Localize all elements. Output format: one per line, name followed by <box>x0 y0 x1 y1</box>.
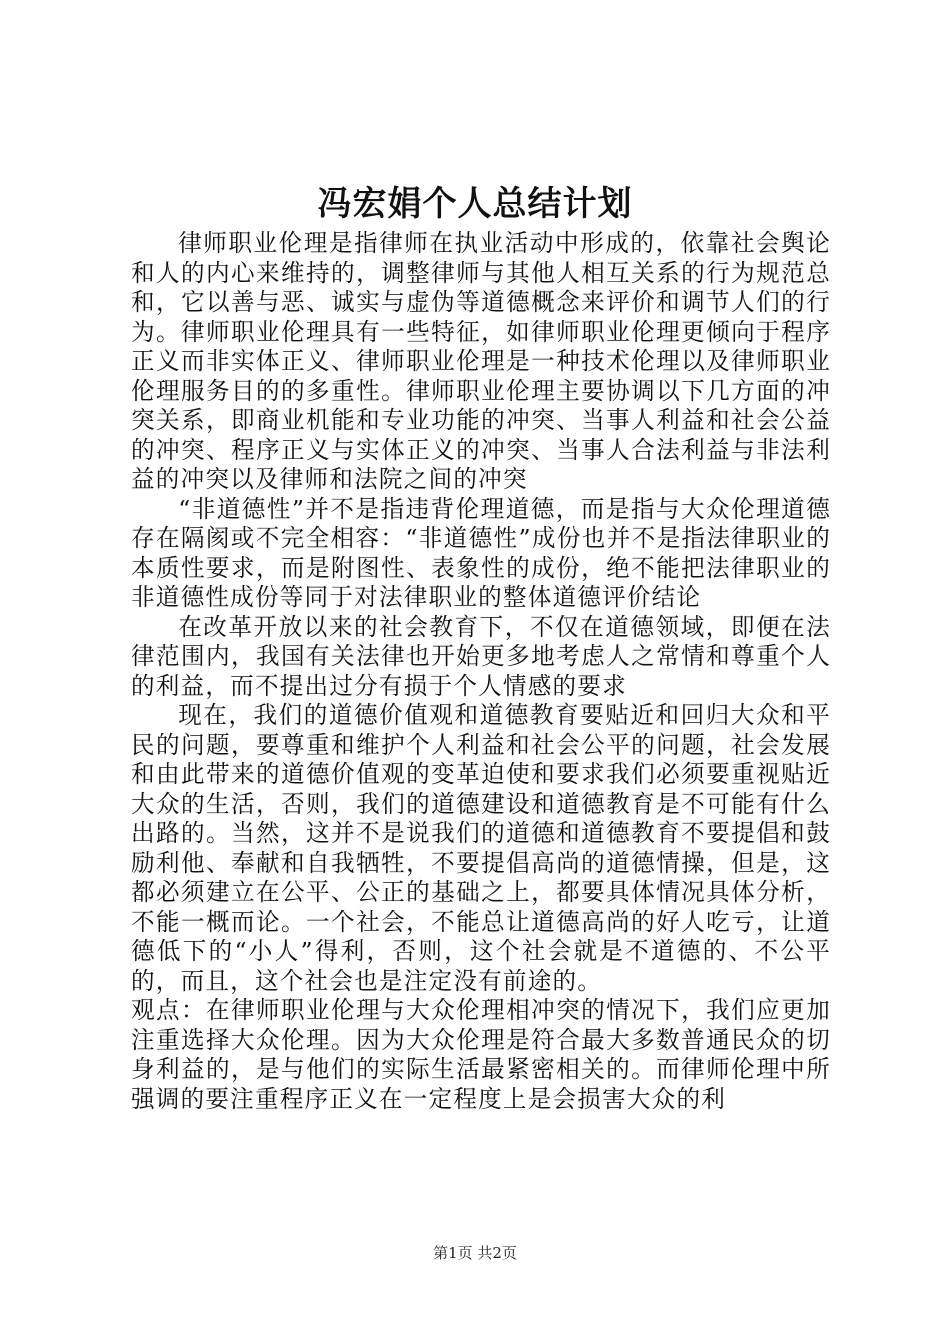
paragraph: 在改革开放以来的社会教育下，不仅在道德领域，即便在法律范围内，我国有关法律也开始更多地考虑人之常情和尊重个人的利益，而不提出过分有损于个人情感的要求 <box>131 612 831 700</box>
paragraph: “非道德性”并不是指违背伦理道德，而是指与大众伦理道德存在隔阂或不完全相容：“非道德性”成份也并不是指法律职业的本质性要求，而是附图性、表象性的成份，绝不能把法律职业的非道德性成份等同于对法律职业的整体道德评价结论 <box>131 494 831 611</box>
page-title: 冯宏娟个人总结计划 <box>317 184 633 224</box>
paragraph: 律师职业伦理是指律师在执业活动中形成的，依靠社会舆论和人的内心来维持的，调整律师与其他人相互关系的行为规范总和，它以善与恶、诚实与虚伪等道德概念来评价和调节人们的行为。律师职业伦理具有一些特征，如律师职业伦理更倾向于程序正义而非实体正义、律师职业伦理是一种技术伦理以及律师职业伦理服务目的的多重性。律师职业伦理主要协调以下几方面的冲突关系，即商业机能和专业功能的冲突、当事人利益和社会公益的冲突、程序正义与实体正义的冲突、当事人合法利益与非法利益的冲突以及律师和法院之间的冲突 <box>131 229 831 493</box>
page-footer: 第1页 共2页 <box>433 1244 517 1262</box>
paragraph: 观点：在律师职业伦理与大众伦理相冲突的情况下，我们应更加注重选择大众伦理。因为大众伦理是符合最大多数普通民众的切身利益的，是与他们的实际生活最紧密相关的。而律师伦理中所强调的要注重程序正义在一定程度上是会损害大众的利 <box>131 996 831 1113</box>
paragraph: 现在，我们的道德价值观和道德教育要贴近和回归大众和平民的问题，要尊重和维护个人利益和社会公平的问题，社会发展和由此带来的道德价值观的变革迫使和要求我们必须要重视贴近大众的生活，否则，我们的道德建设和道德教育是不可能有什么出路的。当然，这并不是说我们的道德和道德教育不要提倡和鼓励利他、奉献和自我牺牲，不要提倡高尚的道德情操，但是，这都必须建立在公平、公正的基础之上，都要具体情况具体分析，不能一概而论。一个社会，不能总让道德高尚的好人吃亏，让道德低下的“小人”得利，否则，这个社会就是不道德的、不公平的，而且，这个社会也是注定没有前途的。 <box>131 701 831 995</box>
document-body <box>131 229 831 1114</box>
